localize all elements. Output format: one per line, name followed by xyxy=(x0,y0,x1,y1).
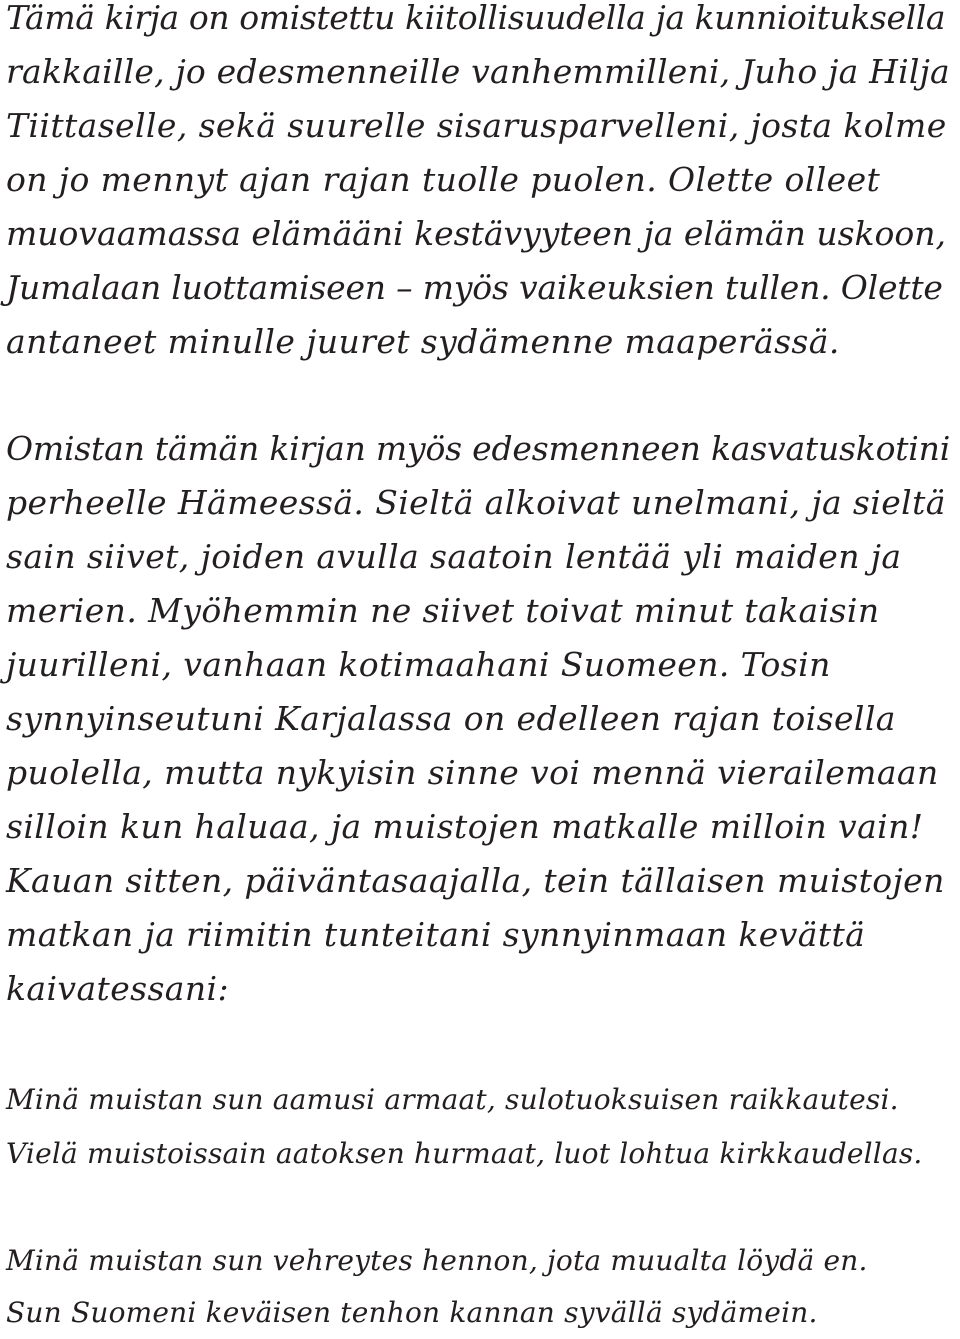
verse-line: Vielä muistoissain aatoksen hurmaat, luot lohtua kirkkaudellas. xyxy=(6,1137,923,1170)
verse-line: Minä muistan sun vehreytes hennon, jota muualta löydä en. xyxy=(6,1244,868,1277)
text-line: Tämä kirja on omistettu kiitollisuudella ja kunnioituksella xyxy=(6,0,946,37)
text-line: Jumalaan luottamiseen – myös vaikeuksien tullen. Olette xyxy=(6,268,943,307)
text-line: sain siivet, joiden avulla saatoin lentää yli maiden ja xyxy=(6,537,902,576)
text-line: muovaamassa elämääni kestävyyteen ja elämän uskoon, xyxy=(6,214,947,253)
text-line: perheelle Hämeessä. Sieltä alkoivat unelmani, ja sieltä xyxy=(6,483,946,522)
text-line: Tiittaselle, sekä suurelle sisarusparvelleni, josta kolme xyxy=(6,106,947,145)
text-line: silloin kun haluaa, ja muistojen matkalle milloin vain! xyxy=(6,807,924,846)
text-line: synnyinseutuni Karjalassa on edelleen rajan toisella xyxy=(6,699,896,738)
text-line: rakkaille, jo edesmenneille vanhemmilleni, Juho ja Hilja xyxy=(6,52,950,91)
text-line: puolella, mutta nykyisin sinne voi mennä vierailemaan xyxy=(6,753,939,792)
text-line: antaneet minulle juuret sydämenne maaperässä. xyxy=(6,322,840,361)
text-line: on jo mennyt ajan rajan tuolle puolen. Olette olleet xyxy=(6,160,881,199)
text-line: merien. Myöhemmin ne siivet toivat minut takaisin xyxy=(6,591,880,630)
verse-line: Sun Suomeni keväisen tenhon kannan syvällä sydämein. xyxy=(6,1296,818,1329)
verse-line: Minä muistan sun aamusi armaat, sulotuoksuisen raikkautesi. xyxy=(6,1083,899,1116)
text-line: juurilleni, vanhaan kotimaahani Suomeen. Tosin xyxy=(6,645,831,684)
text-line: matkan ja riimitin tunteitani synnyinmaan kevättä xyxy=(6,915,866,954)
text-line: Omistan tämän kirjan myös edesmenneen kasvatuskotini xyxy=(6,429,951,468)
text-line: kaivatessani: xyxy=(6,969,230,1008)
text-line: Kauan sitten, päiväntasaajalla, tein tällaisen muistojen xyxy=(6,861,945,900)
